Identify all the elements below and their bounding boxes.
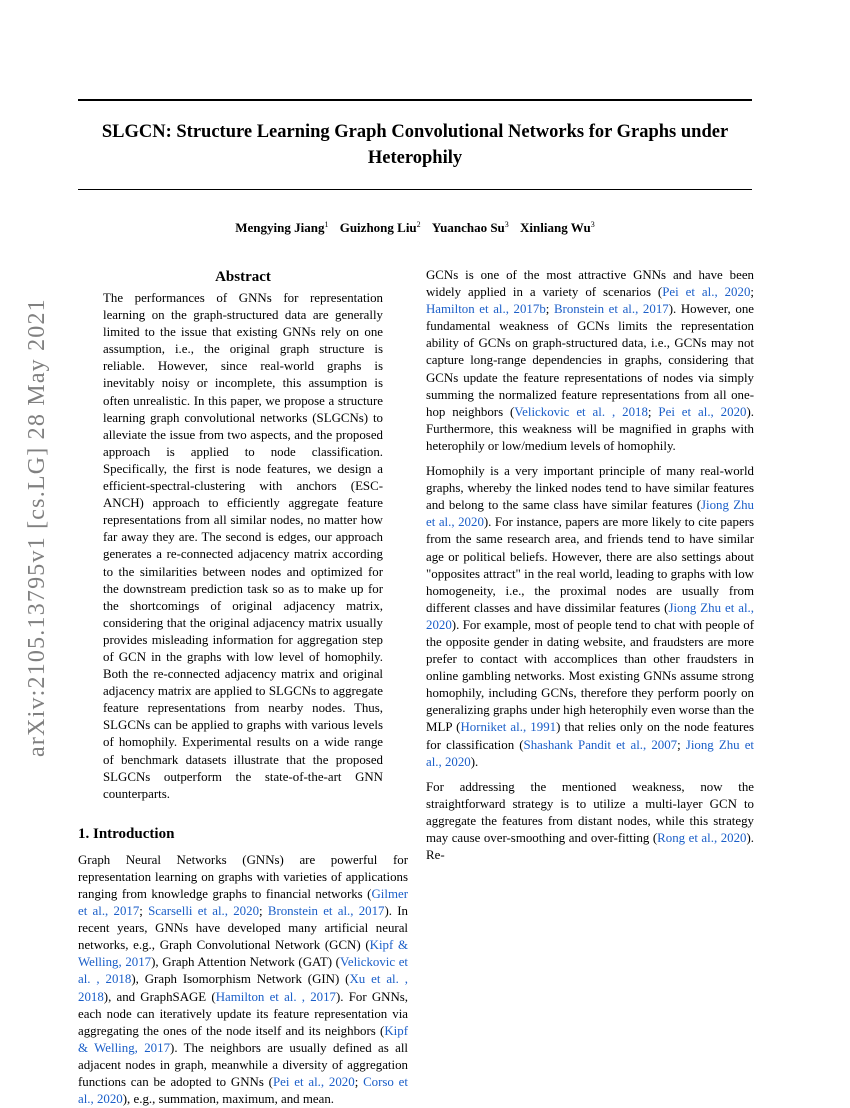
introduction-heading: 1. Introduction (78, 825, 175, 842)
citation-link[interactable]: Hamilton et al. , 2017 (215, 989, 337, 1004)
citation-link[interactable]: Rong et al., 2020 (657, 831, 747, 845)
citation-link[interactable]: Kipf & Welling, 2017 (78, 938, 408, 970)
author-list (78, 219, 752, 237)
citation-link[interactable]: Jiong Zhu et al., 2020 (426, 737, 754, 769)
author: Guizhong Liu$^2$ (339, 220, 421, 235)
intro-paragraph-4: For addressing the mentioned weakness, now the straightforward strategy is to utilize a multi-layer GCN to aggregate the features from distant nodes, while this strategy may cause over-smoothing and over-fitting (Rong et al., 2020). Re- (426, 779, 754, 863)
citation-link[interactable]: Bronstein et al., 2017 (553, 302, 669, 317)
arxiv-identifier: arXiv:2105.13795v1 [cs.LG] 28 May 2021 (24, 298, 50, 757)
citation-link[interactable]: Pei et al., 2020 (272, 1075, 355, 1090)
right-column (426, 267, 754, 872)
citation-link[interactable]: Velickovic et al. , 2018 (514, 404, 648, 419)
abstract-text: The performances of GNNs for representation learning on the graph-structured data are generally limited to the issue that existing GNNs rely on one assumption, i.e., the original graph structure is reliable. However, since real-world graphs is inevitably noisy or incomplete, this assumption is often unrealistic. In this paper, we propose a structure learning graph convolutional networks (SLGCNs) to alleviate the issue from two aspects, and the proposed approach is applied to node classification. Specifically, the first is node features, we design a efficient-spectral-clustering with anchors (ESC-ANCH) approach to efficiently aggregate feature representations from all similar nodes, no matter how far away they are. The second is edges, our approach generates a re-connected adjacency matrix according to the similarities between nodes and optimized for the downstream prediction task so as to make up for the shortcomings of original adjacency matrix, considering that the original adjacency matrix usually provides misleading information for aggregation step of GCN in the graphs with low level of homophily. Both the re-connected adjacency matrix and original adjacency matrix are applied to SLGCNs to aggregate feature representations from nearby nodes. Thus, SLGCNs can be applied to graphs with various levels of homophily. Experimental results on a wide range of benchmark datasets illustrate that the proposed SLGCNs outperform the state-of-the-art GNN counterparts. (103, 291, 383, 801)
citation-link[interactable]: Corso et al., 2020 (78, 1075, 408, 1107)
citation-link[interactable]: Gilmer et al., 2017 (78, 887, 408, 919)
citation-link[interactable]: Kipf & Welling, 2017 (78, 1023, 408, 1055)
citation-link[interactable]: Jiong Zhu et al., 2020 (426, 498, 755, 530)
citation-link[interactable]: Pei et al., 2020 (658, 404, 747, 419)
intro-paragraph-3: Homophily is a very important principle of many real-world graphs, whereby the linked nodes tend to have similar features and belong to the same class have similar features (Jiong Zhu et al., 2020). For instance, papers are more likely to cite papers from the same research area, and friends tend to have similar age or political beliefs. However, there are also settings about "opposites attract" in the real world, leading to graphs with low homogeneity, i.e., the proximal nodes are usually from different classes and have dissimilar features (Jiong Zhu et al., 2020). For example, most of people tend to chat with people of the opposite gender in dating website, and fraudsters are more prefer to contact with accomplices than other fraudsters in online gambling networks. Most existing GNNs assume strong homophily, including GCNs, therefore they perform poorly on generalizing graphs under high heterophily even worse than the MLP (Horniket al., 1991) that relies only on the node features for classification (Shashank Pandit et al., 2007; Jiong Zhu et al., 2020). (426, 464, 755, 769)
citation-link[interactable]: Scarselli et al., 2020 (148, 904, 260, 919)
author: Mengying Jiang$^1$ (235, 220, 329, 235)
citation-link[interactable]: Jiong Zhu et al., 2020 (426, 600, 754, 632)
citation-link[interactable]: Bronstein et al., 2017 (267, 904, 385, 919)
citation-link[interactable]: Velickovic et al. , 2018 (78, 955, 409, 987)
abstract (103, 267, 383, 803)
intro-paragraph-2: GCNs is one of the most attractive GNNs and have been widely applied in a variety of scenarios (Pei et al., 2020; Hamilton et al., 2017b; Bronstein et al., 2017). However, one fundamental weakness of GCNs limits the representation ability of GCNs on graph-structured data, i.e., GCNs may not capture long-range dependencies in graphs, considering that GCNs update the feature representations of nodes via simply summing the normalized feature representations from all one-hop neighbors (Velickovic et al. , 2018; Pei et al., 2020). Furthermore, this weakness will be magnified in graphs with heterophily or low/medium levels of homophily. (426, 268, 754, 453)
title-rule-bottom (78, 189, 752, 190)
citation-link[interactable]: Xu et al. , 2018 (78, 972, 408, 1004)
abstract-heading: Abstract (215, 269, 271, 285)
author: Yuanchao Su$^3$ (431, 220, 509, 235)
title-rule-top (78, 99, 752, 101)
citation-link[interactable]: Hamilton et al., 2017b (426, 302, 546, 317)
paper-title: SLGCN: Structure Learning Graph Convolutional Networks for Graphs under Heterophily (101, 122, 729, 168)
intro-paragraph-1: Graph Neural Networks (GNNs) are powerful for representation learning on graphs with varieties of applications ranging from knowledge graphs to financial networks (Gilmer et al., 2017; Scarselli et al., 2020; Bronstein et al., 2017). In recent years, GNNs have developed many artificial neural networks, e.g., Graph Convolutional Network (GCN) (Kipf & Welling, 2017), Graph Attention Network (GAT) (Velickovic et al. , 2018), Graph Isomorphism Network (GIN) (Xu et al. , 2018), and GraphSAGE (Hamilton et al. , 2017). For GNNs, each node can iteratively update its feature representation via aggregating the ones of the node itself and its neighbors (Kipf & Welling, 2017). The neighbors are usually defined as all adjacent nodes in graph, meanwhile a diversity of aggregation functions can be adopted to GNNs (Pei et al., 2020; Corso et al., 2020), e.g., summation, maximum, and mean. (78, 852, 409, 1107)
left-column (78, 267, 408, 1108)
citation-link[interactable]: Shashank Pandit et al., 2007 (523, 737, 678, 752)
citation-link[interactable]: Pei et al., 2020 (662, 285, 751, 300)
author: Xinliang Wu$^3$ (520, 220, 595, 235)
citation-link[interactable]: Horniket al., 1991 (460, 720, 557, 735)
